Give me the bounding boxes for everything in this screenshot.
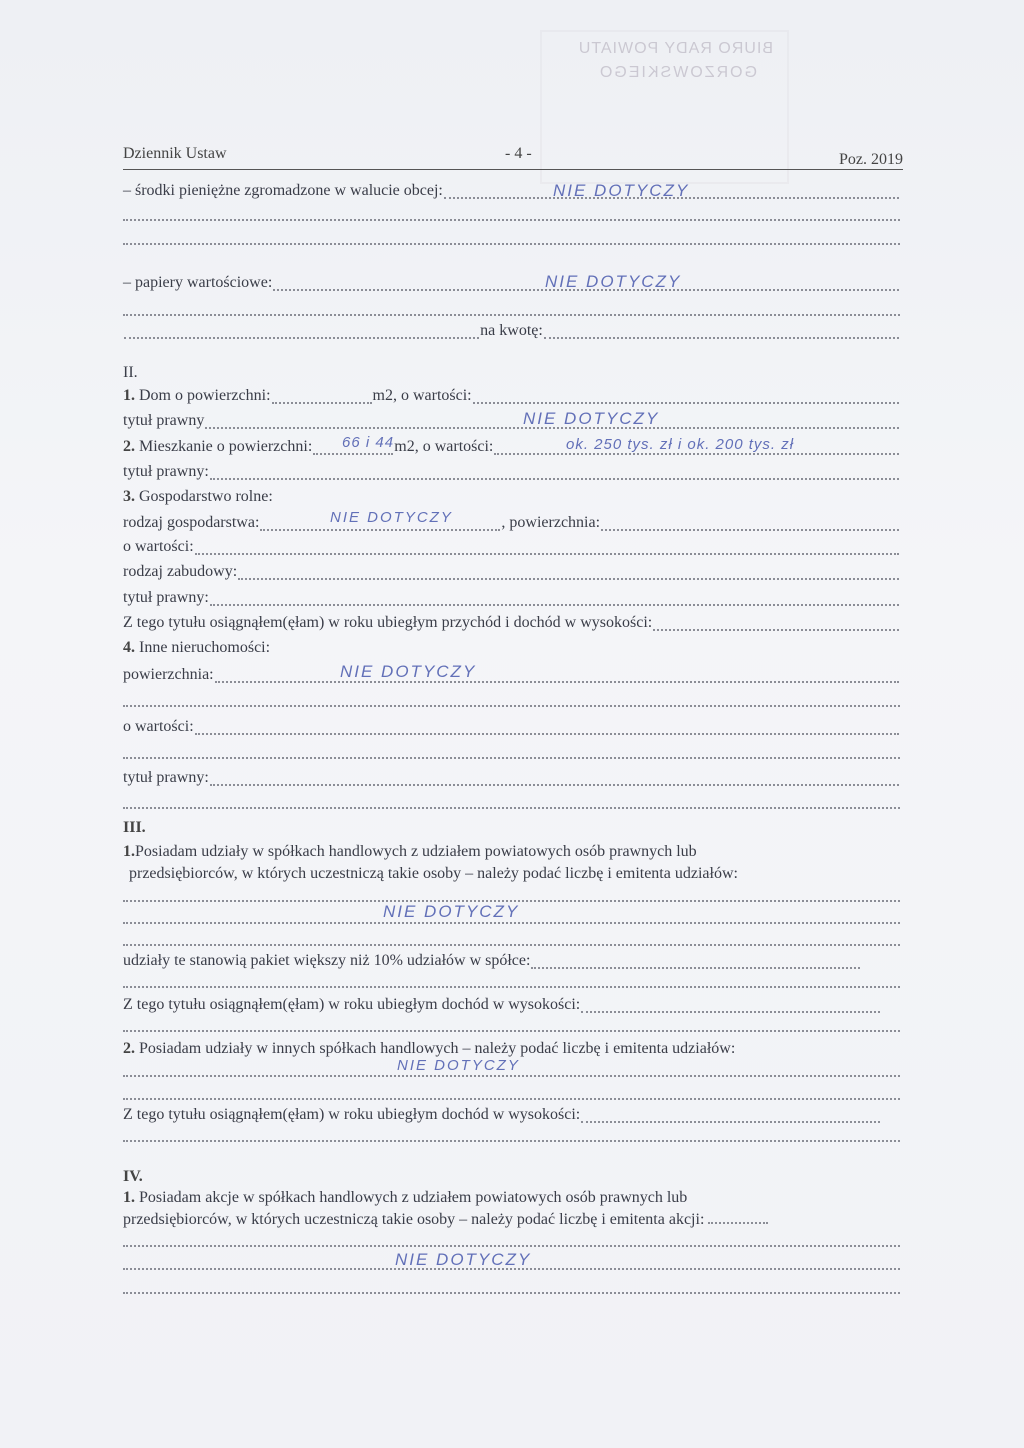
house-title-row: tytuł prawny: [123, 410, 900, 432]
securities-label: – papiery wartościowe:: [123, 274, 273, 291]
shares-question-1: 1.Posiadam udziały w spółkach handlowych z udziałem powiatowych osób prawnych lub przedsiębiorców, w których uczestniczą takie osoby – należy podać liczbę i emitenta udziałów:: [123, 843, 738, 882]
stocks-handwritten: NIE DOTYCZY: [395, 1250, 532, 1269]
other-property-heading: 4. Inne nieruchomości:: [123, 639, 271, 656]
journal-title: Dziennik Ustaw: [123, 145, 227, 162]
flat-row: 2. Mieszkanie o powierzchni: m2, o wartości:: [123, 436, 900, 458]
other-worth-row: o wartości:: [123, 716, 900, 738]
securities-handwritten: NIE DOTYCZY: [545, 272, 682, 291]
other-area-row: powierzchnia:: [123, 664, 900, 686]
house-handwritten: NIE DOTYCZY: [523, 409, 660, 428]
page-number: - 4 -: [505, 145, 532, 162]
farm-type-handwritten: NIE DOTYCZY: [330, 509, 453, 526]
flat-value-handwritten: ok. 250 tys. zł i ok. 200 tys. zł: [566, 436, 795, 453]
stocks-question-1: 1. Posiadam akcje w spółkach handlowych z udziałem powiatowych osób prawnych lub przedsiębiorców, w których uczestniczą takie osoby – należy podać liczbę i emitenta akcji:: [123, 1187, 900, 1231]
position-number: Poz. 2019: [839, 151, 903, 168]
other-title-row: tytuł prawny:: [123, 767, 900, 789]
house-row: 1. Dom o powierzchni: m2, o wartości:: [123, 385, 900, 407]
farm-title-row: tytuł prawny:: [123, 587, 900, 609]
section-iii-heading: III.: [123, 819, 146, 836]
section-iv-heading: IV.: [123, 1168, 143, 1185]
flat-area-handwritten: 66 i 44: [342, 434, 395, 451]
pakiet-row: udziały te stanowią pakiet większy niż 10% udziałów w spółce:: [123, 950, 900, 972]
foreign-currency-row: [123, 180, 900, 202]
farm-buildings-row: rodzaj zabudowy:: [123, 561, 900, 583]
foreign-currency-label: – środki pieniężne zgromadzone w walucie obcej:: [123, 182, 443, 199]
other-property-handwritten: NIE DOTYCZY: [340, 662, 477, 681]
page-header: [123, 145, 903, 170]
office-stamp: BIURO RADY POWIATU GORZOWSKIEGO: [540, 30, 789, 184]
amount-row: [123, 320, 900, 342]
shares-1-handwritten: NIE DOTYCZY: [383, 902, 520, 921]
farm-income-row: Z tego tytułu osiągnąłem(ęłam) w roku ubiegłym przychód i dochód w wysokości:: [123, 612, 900, 634]
flat-title-row: tytuł prawny:: [123, 461, 900, 483]
farm-heading: 3. Gospodarstwo rolne:: [123, 488, 273, 505]
shares-income-1-row: Z tego tytułu osiągnąłem(ęłam) w roku ubiegłym dochód w wysokości:: [123, 994, 900, 1016]
farm-type-row: rodzaj gospodarstwa: , powierzchnia:: [123, 512, 900, 534]
farm-worth-row: o wartości:: [123, 536, 900, 558]
foreign-currency-handwritten: NIE DOTYCZY: [553, 181, 690, 200]
section-ii-heading: II.: [123, 364, 138, 381]
shares-income-2-row: Z tego tytułu osiągnąłem(ęłam) w roku ubiegłym dochód w wysokości:: [123, 1104, 900, 1126]
shares-2-handwritten: NIE DOTYCZY: [397, 1057, 520, 1074]
amount-label: na kwotę:: [480, 322, 543, 339]
securities-row: [123, 272, 900, 294]
shares-question-2: 2. Posiadam udziały w innych spółkach handlowych – należy podać liczbę i emitenta udziałów:: [123, 1040, 736, 1057]
